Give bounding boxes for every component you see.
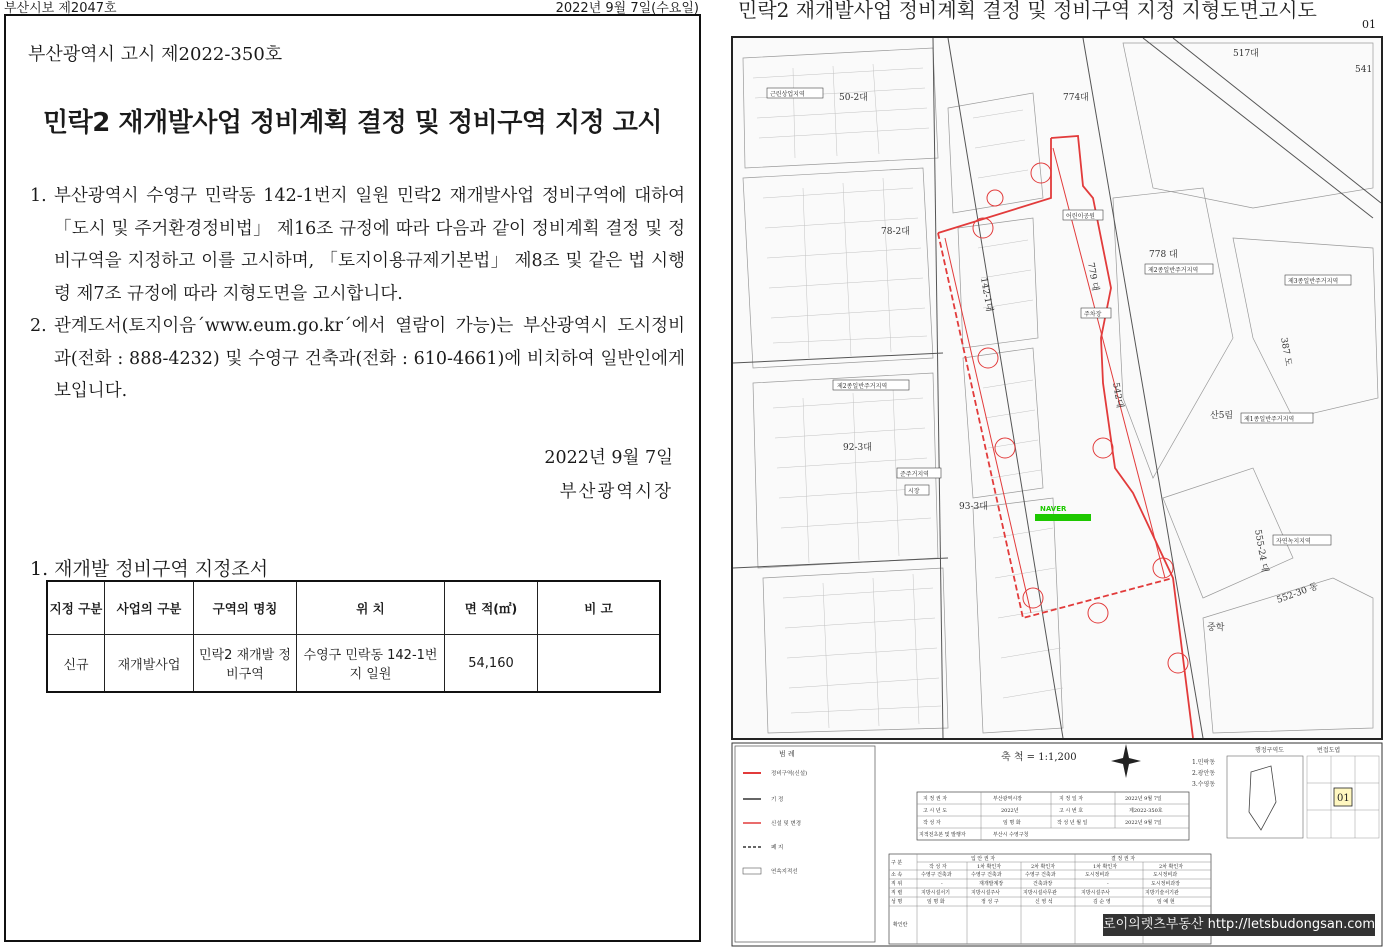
lot-label: 542대 bbox=[1110, 381, 1125, 410]
lot-label: 778 대 bbox=[1149, 250, 1178, 260]
table-cell: 수영구 민락동 142-1번지 일원 bbox=[297, 635, 445, 693]
notice-date: 2022년 9월 7일 bbox=[544, 448, 673, 468]
info-cell: 2022년 9월 7일 bbox=[1125, 820, 1162, 826]
lot-label: 774대 bbox=[1063, 93, 1089, 103]
notice-number: 부산광역시 고시 제2022-350호 bbox=[28, 44, 283, 65]
sign-cell: 김 순 영 bbox=[1093, 899, 1111, 905]
info-cell: 제2022-350호 bbox=[1129, 808, 1163, 814]
table-row bbox=[47, 635, 660, 693]
lot-label: 92-3대 bbox=[843, 443, 872, 453]
table-cell bbox=[538, 635, 661, 693]
col-header: 사업의 구분 bbox=[105, 581, 194, 635]
naver-mark bbox=[1035, 505, 1091, 521]
gazette-issue: 부산시보 제2047호 bbox=[4, 1, 117, 16]
map-title: 민락2 재개발사업 정비계획 결정 및 정비구역 지정 지형도면고시도 bbox=[738, 0, 1317, 22]
item-number: 1. bbox=[30, 186, 47, 206]
sign-cell: 재개발계장 bbox=[979, 881, 1004, 887]
legend-item: 기 정 bbox=[771, 797, 784, 803]
info-cell: 2022년 9월 7일 bbox=[1125, 796, 1162, 802]
table-cell: 민락2 재개발 정비구역 bbox=[194, 635, 297, 693]
lot-label: 387 도 bbox=[1278, 336, 1293, 367]
lot-label: 555-24 대 bbox=[1252, 528, 1270, 574]
legend-item: 신설 및 변경 bbox=[771, 821, 802, 827]
sign-header: 구 분 bbox=[891, 860, 903, 866]
notice-item-1 bbox=[30, 180, 685, 310]
info-cell: 작 성 자 bbox=[923, 820, 941, 826]
sign-cell: 지방기술서기관 bbox=[1145, 890, 1179, 896]
notice-signer: 부산광역시장 bbox=[559, 482, 673, 502]
sign-cell: 건축과장 bbox=[1033, 881, 1053, 887]
legend-item: 정비구역(신설) bbox=[771, 771, 808, 777]
park-label: 어린이공원 bbox=[1066, 213, 1095, 220]
table-cell: 재개발사업 bbox=[105, 635, 194, 693]
sign-cell: 정 성 구 bbox=[981, 899, 999, 905]
sign-cell: 수영구 건축과 bbox=[921, 872, 952, 878]
map-scale: 축 척 = 1:1,200 bbox=[1001, 752, 1077, 763]
admin-label: 3.수영동 bbox=[1192, 781, 1216, 788]
notice-item-2 bbox=[30, 310, 685, 408]
zone-label: 제2종일반주거지역 bbox=[837, 383, 888, 390]
sign-cell: 확인란 bbox=[893, 922, 908, 928]
item-text: 부산광역시 수영구 민락동 142-1번지 일원 민락2 재개발사업 정비구역에 대하여 「도시 및 주거환경정비법」 제16조 규정에 따라 다음과 같이 정비계획 결정 및 정비구역을 지정하고 이를 고시하며, 「토지이용규제기본법」 제8조 및 같은 법 시행령 제7조 규정에 따라 지형도면을 고시합니다. bbox=[54, 186, 685, 304]
sign-cell: 지방시설주사 bbox=[971, 890, 1000, 896]
info-cell: 지 정 권 자 bbox=[923, 796, 948, 802]
table-cell: 신규 bbox=[47, 635, 105, 693]
sign-cell: 수영구 건축과 bbox=[1025, 872, 1056, 878]
lot-label: 78-2대 bbox=[881, 227, 910, 237]
lot-label: 517대 bbox=[1233, 49, 1259, 59]
school-label: 중학 bbox=[1207, 623, 1225, 633]
admin-label: 2.광안동 bbox=[1192, 770, 1216, 777]
legend-item: 폐 지 bbox=[771, 845, 784, 851]
sign-cell: 도시정비과 bbox=[1085, 872, 1110, 878]
sign-cell: - bbox=[941, 881, 943, 887]
zone-label: 근린상업지역 bbox=[770, 91, 805, 98]
sign-cell: 직 위 bbox=[891, 881, 903, 887]
info-cell: 임 명 화 bbox=[1003, 820, 1021, 826]
info-cell: 지적전초본 및 발행자 bbox=[919, 832, 966, 838]
sign-sub: 2차 확인자 bbox=[1031, 864, 1056, 870]
admin-map-title: 행정구역도 bbox=[1255, 747, 1284, 754]
mountain-label: 산5림 bbox=[1210, 411, 1234, 421]
table-cell: 54,160 bbox=[445, 635, 538, 693]
item-text: 관계도서(토지이음´www.eum.go.kr´에서 열람이 가능)는 부산광역시 도시정비과(전화 : 888-4232) 및 수영구 건축과(전화 : 610-4661)에 비치하여 일반인에게 보입니다. bbox=[54, 316, 685, 401]
lot-label: 779 대 bbox=[1085, 261, 1100, 292]
legend-item: 연속지적선 bbox=[771, 869, 798, 875]
parking-label: 주차장 bbox=[1084, 311, 1102, 318]
sign-sub: 2차 확인자 bbox=[1159, 864, 1184, 870]
info-cell: 지 정 일 자 bbox=[1059, 796, 1084, 802]
zone-label: 제1종일반주거지역 bbox=[1244, 416, 1295, 423]
lot-label: 142-1대 bbox=[978, 276, 994, 313]
market-label: 시장 bbox=[908, 488, 920, 495]
sign-sub: 1차 확인자 bbox=[1093, 864, 1118, 870]
index-sheet: 01 bbox=[1337, 793, 1350, 804]
info-cell: 부산시 수영구청 bbox=[993, 832, 1029, 838]
legend-title: 범 례 bbox=[779, 750, 795, 758]
page-title: 민락2 재개발사업 정비계획 결정 및 정비구역 지정 고시 bbox=[42, 108, 662, 138]
cadastral-map bbox=[731, 36, 1383, 740]
sign-cell: 지방시설사무관 bbox=[1023, 890, 1057, 896]
lot-label: 552-30 동 bbox=[1275, 581, 1320, 606]
sign-header: 결 정 권 자 bbox=[1111, 856, 1136, 862]
col-header: 비 고 bbox=[538, 581, 661, 635]
zone-label: 제3종일반주거지역 bbox=[1288, 278, 1339, 285]
info-cell: 작 성 년 월 일 bbox=[1057, 820, 1088, 826]
sign-cell: 도시정비과 bbox=[1153, 872, 1178, 878]
sign-cell: 지방시설서기 bbox=[921, 890, 950, 896]
zone-label: 자연녹지지역 bbox=[1276, 538, 1311, 545]
index-map-title: 번접도엽 bbox=[1317, 747, 1341, 754]
section-title: 1. 재개발 정비구역 지정조서 bbox=[30, 558, 269, 580]
sign-cell: 소 속 bbox=[891, 872, 903, 878]
sign-sub: 작 성 자 bbox=[929, 864, 947, 870]
sign-cell: 성 명 bbox=[891, 899, 903, 905]
table-header-row bbox=[47, 581, 660, 635]
lot-label: 93-3대 bbox=[959, 502, 988, 512]
sign-cell: 도시정비과장 bbox=[1151, 881, 1180, 887]
gazette-header bbox=[0, 0, 705, 14]
zone-label: 준주거지역 bbox=[900, 471, 929, 478]
watermark: 로이의렛츠부동산 http://letsbudongsan.com bbox=[1103, 914, 1375, 936]
sign-cell: - bbox=[1107, 881, 1109, 887]
naver-label: NAVER bbox=[1040, 505, 1067, 513]
gazette-date: 2022년 9월 7일(수요일) bbox=[555, 1, 699, 16]
sign-cell: 지방시설주사 bbox=[1081, 890, 1110, 896]
sheet-number: 01 bbox=[1362, 18, 1376, 31]
sign-cell: 수영구 건축과 bbox=[971, 872, 1002, 878]
info-cell: 고 시 번 호 bbox=[1059, 808, 1084, 814]
notice-document bbox=[4, 14, 701, 942]
info-cell: 2022년 bbox=[1001, 808, 1019, 814]
col-header: 위 치 bbox=[297, 581, 445, 635]
admin-label: 1.민락동 bbox=[1192, 759, 1216, 766]
col-header: 지정 구분 bbox=[47, 581, 105, 635]
sign-cell: 임 예 현 bbox=[1157, 899, 1175, 905]
item-number: 2. bbox=[30, 316, 47, 336]
zone-label: 제2종일반주거지역 bbox=[1148, 267, 1199, 274]
info-cell: 고 시 년 도 bbox=[923, 808, 948, 814]
map-drawing bbox=[733, 38, 1381, 738]
sign-sub: 1차 확인자 bbox=[977, 864, 1002, 870]
designation-table bbox=[46, 580, 661, 693]
col-header: 면 적(㎡) bbox=[445, 581, 538, 635]
lot-label: 541 bbox=[1355, 65, 1373, 75]
lot-label: 50-2대 bbox=[839, 93, 868, 103]
sign-cell: 직 렬 bbox=[891, 890, 903, 896]
info-cell: 부산광역시장 bbox=[993, 796, 1022, 802]
sign-cell: 임 명 화 bbox=[927, 899, 945, 905]
col-header: 구역의 명칭 bbox=[194, 581, 297, 635]
sign-cell: 신 영 석 bbox=[1035, 899, 1053, 905]
sign-header: 입 안 권 자 bbox=[971, 856, 996, 862]
